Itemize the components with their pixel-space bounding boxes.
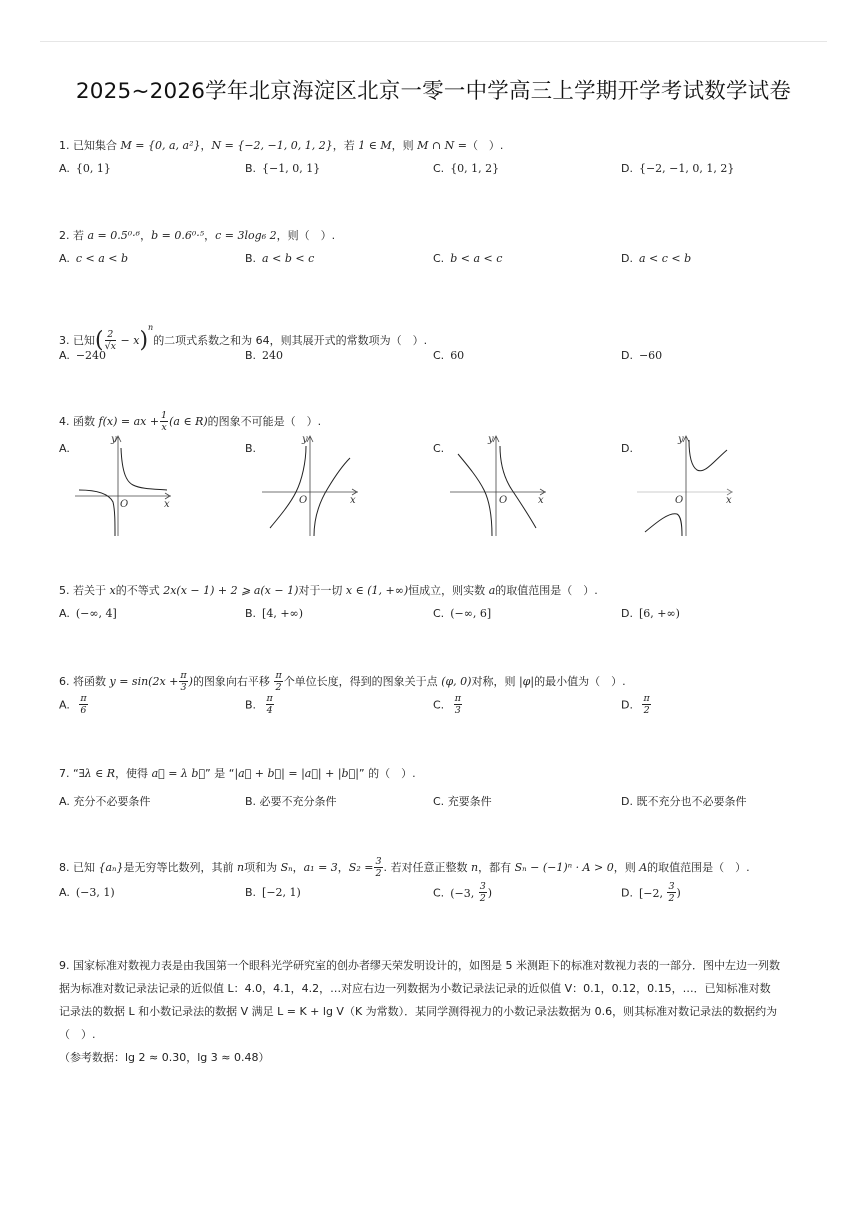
option-value: 充分不必要条件 — [73, 795, 151, 808]
q8-fraction — [374, 857, 382, 879]
fraction-denominator: √x — [104, 341, 117, 352]
option-key: D. — [621, 442, 633, 455]
q4-text-a: 4. 函数 — [59, 415, 99, 428]
option-key: C. — [433, 162, 445, 175]
option-key: D. — [621, 607, 633, 620]
option-d[interactable] — [621, 442, 633, 455]
option-c[interactable] — [433, 793, 492, 809]
option-value: a < c < b — [638, 252, 692, 265]
fraction-numerator: 2 — [105, 330, 116, 341]
q7-math-3: |a⃗ + b⃗| = |a⃗| + |b⃗| — [234, 767, 359, 780]
curve-left-branch — [458, 454, 492, 536]
option-key: C. — [433, 795, 445, 808]
option-fraction — [454, 694, 462, 716]
fraction-numerator: π — [275, 670, 282, 681]
question-9-stem — [59, 954, 809, 1069]
option-b[interactable] — [245, 349, 283, 362]
option-value: 60 — [450, 349, 465, 362]
option-c[interactable] — [433, 349, 464, 362]
q2-math-3: c = 3log₆ 2 — [215, 229, 277, 242]
q2-text-d: ，则（ ）. — [276, 229, 336, 242]
q7-text-a: 7. “ — [59, 767, 79, 780]
q5-text-b: 的不等式 — [115, 584, 164, 597]
question-2-options — [59, 252, 819, 272]
option-c[interactable] — [433, 162, 499, 175]
question-1-options — [59, 162, 819, 182]
fraction-denominator: 4 — [266, 705, 273, 716]
option-key: A. — [59, 607, 70, 620]
option-key: A. — [59, 442, 70, 455]
q4-fraction — [160, 411, 168, 433]
q5-text-a: 5. 若关于 — [59, 584, 110, 597]
option-d[interactable] — [621, 694, 652, 716]
header-divider — [40, 41, 827, 42]
q7-text-c: ” 是 “ — [205, 767, 235, 780]
q4-text-b: 的图象不可能是（ ）. — [207, 415, 322, 428]
q7-text-d: ” 的（ ）. — [358, 767, 416, 780]
option-a[interactable] — [59, 442, 70, 455]
option-key: D. — [621, 162, 633, 175]
q5-text-c: 对于一切 — [298, 584, 346, 597]
q6-text-a: 6. 将函数 — [59, 675, 110, 688]
fraction-numerator: 3 — [668, 881, 675, 892]
curve-right-branch — [314, 458, 350, 536]
q7-math-1: ∃λ ∈ R — [78, 767, 116, 780]
q3-exponent: n — [148, 323, 154, 332]
question-8-options — [59, 882, 819, 912]
fraction-numerator: π — [643, 693, 650, 704]
option-a[interactable] — [59, 162, 111, 175]
option-key: D. — [621, 795, 633, 808]
curve-left-branch — [645, 514, 682, 536]
q9-line-4: （ ）. — [59, 1028, 96, 1041]
q4-math-2: (a ∈ R) — [169, 415, 208, 428]
q8-math-5: S₂ = — [348, 861, 374, 874]
q8-text-d: ， — [292, 861, 304, 874]
option-value: 既不充分也不必要条件 — [636, 795, 747, 808]
q5-math-4: a — [488, 584, 496, 597]
y-axis-label: y — [111, 434, 117, 445]
q6-fraction-2 — [274, 671, 282, 693]
question-4-stem — [59, 410, 321, 434]
origin-label: O — [299, 495, 308, 506]
option-value-post: ) — [487, 886, 493, 900]
fraction-numerator: π — [180, 670, 187, 681]
option-a[interactable] — [59, 886, 115, 899]
q6-text-c: 个单位长度，得到的图象关于点 — [283, 675, 442, 688]
q5-math-3: x ∈ (1, +∞) — [345, 584, 409, 597]
fraction-numerator: 1 — [161, 410, 168, 421]
question-6-options — [59, 694, 819, 722]
q2-text-a: 2. 若 — [59, 229, 88, 242]
option-fraction — [667, 882, 675, 904]
option-fraction — [266, 694, 274, 716]
option-key: A. — [59, 795, 70, 808]
option-key: A. — [59, 252, 70, 265]
q8-text-b: 是无穷等比数列，其前 — [123, 861, 238, 874]
graph-d — [637, 432, 737, 538]
option-c[interactable] — [433, 694, 463, 716]
option-b[interactable] — [245, 607, 303, 620]
option-value: 240 — [262, 349, 284, 362]
q6-text-e: 的最小值为（ ）. — [534, 675, 626, 688]
q7-text-b: ，使得 — [115, 767, 152, 780]
question-6-stem — [59, 670, 626, 694]
option-b[interactable] — [245, 886, 301, 899]
q6-math-1: y = sin(2x + — [109, 675, 179, 688]
fraction-denominator: 3 — [454, 705, 461, 716]
option-value: 充要条件 — [447, 795, 492, 808]
option-fraction — [642, 694, 650, 716]
option-c[interactable] — [433, 442, 444, 455]
q9-line-2: 据为标准对数记录法记录的近似值 L：4.0，4.1，4.2，…对应右边一列数据为小数记录法记录的近似值 V：0.1，0.12，0.15，…．已知标准对数 — [59, 982, 771, 995]
question-5-stem — [59, 583, 598, 599]
q2-text-b: ， — [140, 229, 152, 242]
option-key: C. — [433, 252, 445, 265]
q8-text-a: 8. 已知 — [59, 861, 99, 874]
q8-math-2: n — [237, 861, 245, 874]
graph-c — [450, 432, 550, 538]
q8-math-1: {aₙ} — [98, 861, 124, 874]
q8-math-7: Sₙ − (−1)ⁿ · A > 0 — [514, 861, 614, 874]
option-value-post: ) — [676, 886, 681, 900]
graph-a — [75, 432, 175, 538]
option-key: B. — [245, 607, 257, 620]
fraction-denominator: 3 — [180, 682, 187, 693]
fraction-numerator: 3 — [375, 856, 382, 867]
q9-line-3: 记录法的数据 L 和小数记录法的数据 V 满足 L = K + lg V（K 为常数）．某同学测得视力的小数记录法数据为 0.6，则其标准对数记录法的数据约为 — [59, 1005, 778, 1018]
question-7-stem — [59, 766, 416, 782]
fraction-denominator: x — [161, 422, 167, 433]
option-value: {0, 1} — [75, 162, 111, 175]
option-b[interactable] — [245, 162, 320, 175]
q5-math-2: 2x(x − 1) + 2 ⩾ a(x − 1) — [163, 584, 299, 597]
option-key: C. — [433, 698, 445, 712]
option-key: B. — [245, 252, 257, 265]
q1-text-d: ，则 — [391, 139, 418, 152]
option-value: {−1, 0, 1} — [262, 162, 321, 175]
option-d[interactable] — [621, 349, 662, 362]
q8-math-3: Sₙ — [280, 861, 293, 874]
q8-text-c: 项和为 — [244, 861, 281, 874]
q8-math-4: a₁ = 3 — [303, 861, 338, 874]
y-axis-label: y — [302, 434, 308, 445]
option-key: B. — [245, 795, 257, 808]
option-d[interactable] — [621, 252, 691, 265]
option-key: B. — [245, 162, 257, 175]
fraction-numerator: π — [80, 693, 87, 704]
option-a[interactable] — [59, 607, 117, 620]
curve-right-branch — [500, 446, 536, 528]
q6-math-1b: ) — [188, 675, 193, 688]
option-key: A. — [59, 886, 70, 899]
q4-math-1: f(x) = ax + — [98, 415, 160, 428]
option-value: c < a < b — [75, 252, 129, 265]
option-value: {0, 1, 2} — [450, 162, 500, 175]
question-2-stem — [59, 228, 335, 244]
question-3-stem — [59, 316, 427, 353]
option-a[interactable] — [59, 252, 128, 265]
q2-math-1: a = 0.5⁰·⁶ — [87, 229, 141, 242]
q1-text-e: （ ）. — [466, 139, 504, 152]
fraction-numerator: 3 — [479, 881, 486, 892]
option-key: A. — [59, 162, 70, 175]
question-7-options — [59, 793, 819, 813]
option-key: B. — [245, 442, 257, 455]
x-axis-label: x — [164, 499, 170, 510]
q1-math-1: M = {0, a, a²} — [120, 139, 201, 152]
option-value-pre: (−3, — [450, 886, 478, 900]
q6-math-2: (φ, 0) — [441, 675, 472, 688]
option-key: A. — [59, 349, 70, 362]
option-value: a < b < c — [262, 252, 315, 265]
option-key: C. — [433, 349, 445, 362]
q8-text-f: . 若对任意正整数 — [383, 861, 472, 874]
curve-left-branch — [79, 490, 115, 536]
q5-text-d: 恒成立，则实数 — [408, 584, 489, 597]
origin-label: O — [120, 499, 129, 510]
option-value: −240 — [75, 349, 107, 362]
q3-paren-left: ( — [95, 328, 104, 353]
q8-text-i: 的取值范围是（ ）. — [647, 861, 750, 874]
origin-label: O — [675, 495, 684, 506]
option-c[interactable] — [433, 882, 492, 904]
option-key: D. — [621, 886, 633, 900]
option-a[interactable] — [59, 349, 106, 362]
q1-math-4: M ∩ N = — [417, 139, 467, 152]
option-b[interactable] — [245, 442, 256, 455]
question-8-stem — [59, 856, 750, 880]
option-d[interactable] — [621, 793, 746, 809]
option-c[interactable] — [433, 607, 491, 620]
option-key: B. — [245, 886, 257, 899]
option-b[interactable] — [245, 252, 314, 265]
option-value: 必要不充分条件 — [259, 795, 337, 808]
x-axis-label: x — [538, 495, 544, 506]
option-key: B. — [245, 698, 257, 712]
q1-math-3: 1 ∈ M — [358, 139, 392, 152]
option-key: D. — [621, 349, 633, 362]
q1-text-a: 1. 已知集合 — [59, 139, 121, 152]
question-3-options — [59, 349, 819, 369]
q1-math-2: N = {−2, −1, 0, 1, 2} — [211, 139, 333, 152]
q6-text-d: 对称，则 — [471, 675, 519, 688]
option-key: A. — [59, 698, 70, 712]
option-value: −60 — [638, 349, 663, 362]
curve-right-branch — [689, 440, 727, 471]
q8-math-8: A — [639, 861, 648, 874]
option-value: (−∞, 6] — [450, 607, 492, 620]
y-axis-label: y — [488, 434, 494, 445]
x-axis-label: x — [350, 495, 356, 506]
option-d[interactable] — [621, 882, 681, 904]
fraction-numerator: π — [266, 693, 273, 704]
q1-text-b: ， — [200, 139, 212, 152]
option-d[interactable] — [621, 162, 734, 175]
option-key: B. — [245, 349, 257, 362]
option-value: [−2, 1) — [262, 886, 301, 899]
option-value: b < a < c — [450, 252, 503, 265]
q7-math-2: a⃗ = λ b⃗ — [151, 767, 206, 780]
q3-text-a: 3. 已知 — [59, 334, 95, 347]
option-fraction — [79, 694, 87, 716]
fraction-numerator: π — [454, 693, 461, 704]
fraction-denominator: 2 — [375, 868, 382, 879]
q5-text-e: 的取值范围是（ ）. — [495, 584, 598, 597]
option-value-pre: [−2, — [638, 886, 667, 900]
option-key: C. — [433, 607, 445, 620]
q8-text-g: ，都有 — [478, 861, 515, 874]
q8-math-6: n — [471, 861, 479, 874]
page-title: 2025~2026学年北京海淀区北京一零一中学高三上学期开学考试数学试卷 — [75, 79, 792, 104]
option-d[interactable] — [621, 607, 680, 620]
question-1-stem — [59, 138, 503, 154]
x-axis-label: x — [726, 495, 732, 506]
option-a[interactable] — [59, 694, 89, 716]
option-b[interactable] — [245, 793, 337, 809]
q9-reference-data: （参考数据：lg 2 ≈ 0.30，lg 3 ≈ 0.48） — [59, 1051, 270, 1064]
q6-text-b: 的图象向右平移 — [192, 675, 274, 688]
q2-math-2: b = 0.6⁰·⁵ — [151, 229, 205, 242]
q3-text-b: 的二项式系数之和为 64，则其展开式的常数项为（ ）. — [153, 334, 428, 347]
fraction-denominator: 2 — [275, 682, 282, 693]
curve-right-branch — [121, 448, 167, 490]
q6-math-3: |φ| — [518, 675, 535, 688]
q3-math-minus-x: − x — [117, 334, 140, 347]
fraction-denominator: 2 — [643, 705, 650, 716]
option-key: C. — [433, 442, 445, 455]
option-key: D. — [621, 698, 633, 712]
q2-text-c: ， — [204, 229, 216, 242]
fraction-denominator: 6 — [80, 705, 87, 716]
question-5-options — [59, 607, 819, 627]
option-key: D. — [621, 252, 633, 265]
q6-fraction-1 — [179, 671, 187, 693]
q9-line-1: 9. 国家标准对数视力表是由我国第一个眼科光学研究室的创办者缪天荣发明设计的，如图是 5 米测距下的标准对数视力表的一部分．图中左边一列数 — [59, 959, 780, 972]
option-key: C. — [433, 886, 445, 900]
q8-text-e: ， — [337, 861, 349, 874]
option-value: [6, +∞) — [638, 607, 680, 620]
option-value: [4, +∞) — [262, 607, 304, 620]
q1-text-c: ，若 — [332, 139, 359, 152]
option-fraction — [479, 882, 487, 904]
option-b[interactable] — [245, 694, 275, 716]
fraction-denominator: 2 — [668, 893, 675, 904]
option-value: (−∞, 4] — [75, 607, 117, 620]
y-axis-label: y — [678, 434, 684, 445]
curve-left-branch — [270, 446, 306, 528]
q8-text-h: ，则 — [613, 861, 640, 874]
option-value: (−3, 1) — [75, 886, 115, 899]
option-a[interactable] — [59, 793, 150, 809]
q3-paren-right: ) — [139, 328, 149, 353]
option-c[interactable] — [433, 252, 502, 265]
graph-b — [262, 432, 362, 538]
origin-label: O — [499, 495, 508, 506]
fraction-denominator: 2 — [479, 893, 486, 904]
option-value: {−2, −1, 0, 1, 2} — [638, 162, 735, 175]
q5-math-1: x — [109, 584, 116, 597]
